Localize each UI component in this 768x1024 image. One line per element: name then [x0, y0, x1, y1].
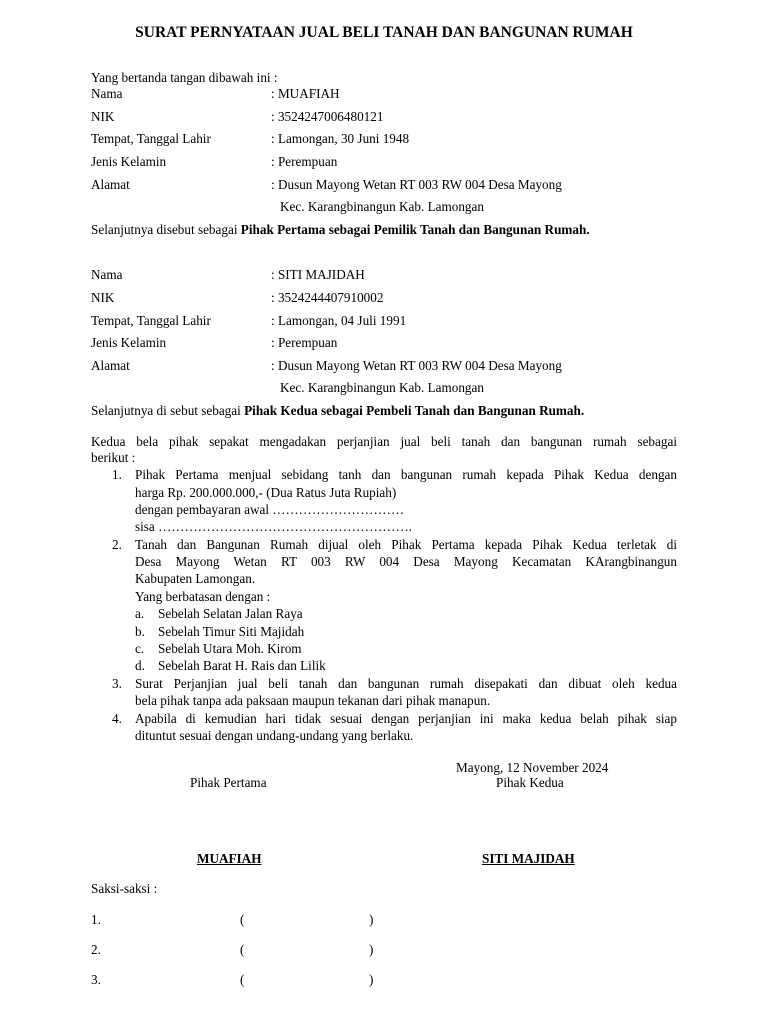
value-nik-1: : 3524247006480121: [271, 109, 384, 124]
item-2-line4: Yang berbatasan dengan :: [135, 589, 271, 604]
item-1-line4: sisa ………………………………………………….: [135, 519, 412, 534]
witness-2-close-paren: ): [369, 942, 374, 957]
value-alamat-1: : Dusun Mayong Wetan RT 003 RW 004 Desa Mayong: [271, 177, 562, 192]
label-nik-2: NIK: [91, 290, 115, 305]
pihak-pertama-desc-prefix: Selanjutnya disebut sebagai: [91, 222, 241, 237]
label-jk-1: Jenis Kelamin: [91, 154, 167, 169]
witnesses-label: Saksi-saksi :: [91, 881, 158, 896]
item-4-number: 4.: [112, 711, 122, 726]
value-nik-2: : 3524244407910002: [271, 290, 384, 305]
value-ttl-1: : Lamongan, 30 Juni 1948: [271, 131, 410, 146]
item-1-number: 1.: [112, 467, 122, 482]
witness-1-open-paren: (: [240, 912, 245, 927]
label-jk-2: Jenis Kelamin: [91, 335, 167, 350]
value-ttl-2: : Lamongan, 04 Juli 1991: [271, 313, 407, 328]
place-date: Mayong, 12 November 2024: [456, 760, 609, 775]
second-party-label: Pihak Kedua: [496, 775, 564, 790]
item-1-line2: harga Rp. 200.000.000,- (Dua Ratus Juta Rupiah): [135, 485, 397, 500]
item-3-line1: Surat Perjanjian jual beli tanah dan bangunan rumah disepakati dan dibuat oleh kedua: [135, 676, 677, 691]
witness-3-close-paren: ): [369, 972, 374, 987]
item-2-number: 2.: [112, 537, 122, 552]
value-nama-1: : MUAFIAH: [271, 86, 340, 101]
first-party-signature-name: MUAFIAH: [197, 851, 262, 866]
agreement-intro-line2: berikut :: [91, 450, 136, 465]
item-2-line2: Desa Mayong Wetan RT 003 RW 004 Desa Mayong Kecamatan KArangbinangun: [135, 554, 677, 569]
pihak-kedua-desc: [91, 403, 584, 419]
document-title: SURAT PERNYATAAN JUAL BELI TANAH DAN BANGUNAN RUMAH: [135, 24, 633, 41]
label-alamat-2: Alamat: [91, 358, 130, 373]
label-nama-2: Nama: [91, 267, 123, 282]
value-jk-2: : Perempuan: [271, 335, 338, 350]
witness-2-open-paren: (: [240, 942, 245, 957]
label-nama-1: Nama: [91, 86, 123, 101]
item-2-line1: Tanah dan Bangunan Rumah dijual oleh Pihak Pertama kepada Pihak Kedua terletak di: [135, 537, 677, 552]
pihak-pertama-desc: [91, 222, 590, 238]
label-nik-1: NIK: [91, 109, 115, 124]
witness-1-close-paren: ): [369, 912, 374, 927]
item-3-number: 3.: [112, 676, 122, 691]
witness-2-number: 2.: [91, 942, 101, 957]
intro-text: Yang bertanda tangan dibawah ini :: [91, 70, 278, 85]
value-alamat-1-cont: Kec. Karangbinangun Kab. Lamongan: [280, 199, 484, 214]
border-b-letter: b.: [135, 624, 145, 639]
border-c-letter: c.: [135, 641, 145, 656]
pihak-kedua-desc-prefix: Selanjutnya di sebut sebagai: [91, 403, 245, 418]
border-c-text: Sebelah Utara Moh. Kirom: [158, 641, 302, 656]
item-1-line3: dengan pembayaran awal …………………………: [135, 502, 405, 517]
witness-3-number: 3.: [91, 972, 101, 987]
value-nama-2: : SITI MAJIDAH: [271, 267, 365, 282]
item-1-line1: Pihak Pertama menjual sebidang tanh dan bangunan rumah kepada Pihak Kedua dengan: [135, 467, 677, 482]
first-party-label: Pihak Pertama: [190, 775, 267, 790]
border-b-text: Sebelah Timur Siti Majidah: [158, 624, 305, 639]
agreement-intro-line1: Kedua bela pihak sepakat mengadakan perjanjian jual beli tanah dan bangunan rumah sebagai: [91, 434, 677, 449]
border-d-letter: d.: [135, 658, 145, 673]
label-ttl-2: Tempat, Tanggal Lahir: [91, 313, 211, 328]
value-alamat-2-cont: Kec. Karangbinangun Kab. Lamongan: [280, 380, 484, 395]
pihak-kedua-desc-bold: Pihak Kedua sebagai Pembeli Tanah dan Bangunan Rumah.: [244, 403, 585, 418]
border-a-letter: a.: [135, 606, 145, 621]
item-3-line2: bela pihak tanpa ada paksaan maupun tekanan dari pihak manapun.: [135, 693, 491, 708]
value-alamat-2: : Dusun Mayong Wetan RT 003 RW 004 Desa Mayong: [271, 358, 562, 373]
item-2-line3: Kabupaten Lamongan.: [135, 571, 256, 586]
label-alamat-1: Alamat: [91, 177, 130, 192]
item-4-line2: dituntut sesuai dengan undang-undang yang berlaku.: [135, 728, 414, 743]
item-4-line1: Apabila di kemudian hari tidak sesuai dengan perjanjian ini maka kedua belah pihak siap: [135, 711, 677, 726]
value-jk-1: : Perempuan: [271, 154, 338, 169]
second-party-signature-name: SITI MAJIDAH: [482, 851, 575, 866]
pihak-pertama-desc-bold: Pihak Pertama sebagai Pemilik Tanah dan Bangunan Rumah.: [240, 222, 590, 237]
border-a-text: Sebelah Selatan Jalan Raya: [158, 606, 303, 621]
witness-1-number: 1.: [91, 912, 101, 927]
border-d-text: Sebelah Barat H. Rais dan Lilik: [158, 658, 326, 673]
witness-3-open-paren: (: [240, 972, 245, 987]
label-ttl-1: Tempat, Tanggal Lahir: [91, 131, 211, 146]
